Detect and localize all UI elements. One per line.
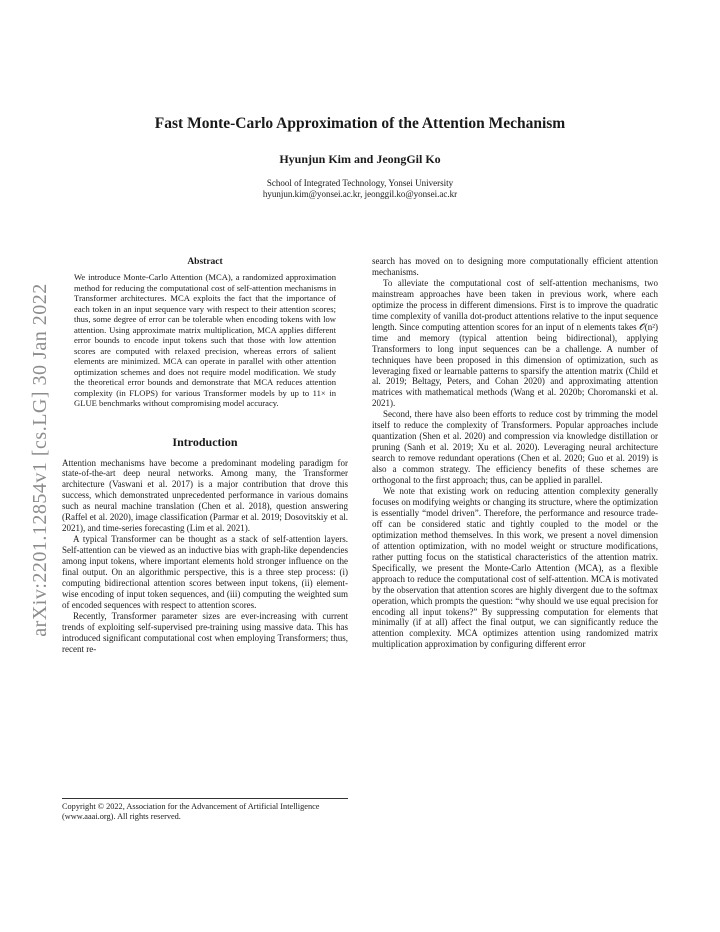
copyright-footnote: Copyright © 2022, Association for the Advancement of Artificial Intelligence (www.aaai.org). All rights reserved. bbox=[62, 798, 348, 822]
intro-paragraph: A typical Transformer can be thought as a stack of self-attention layers. Self-attention can be viewed as an inductive bias with graph-like dependencies among input tokens, where important elements hold stronger influence on the final output. On an algorithmic perspective, this is a three step process: (i) computing bidirectional attention scores between input tokens, (ii) element-wise encoding of input token sequences, and (iii) computing the weighted sum of encoded sequences with respect to attention scores. bbox=[62, 534, 348, 610]
introduction-heading: Introduction bbox=[172, 434, 238, 449]
arxiv-identifier-stamp: arXiv:2201.12854v1 [cs.LG] 30 Jan 2022 bbox=[29, 283, 51, 637]
affiliation: School of Integrated Technology, Yonsei University bbox=[266, 178, 454, 188]
intro-paragraph: To alleviate the computational cost of self-attention mechanisms, two mainstream approaches have been taken in previous work, where each optimize the process in different dimensions. First is to improve the quadratic time complexity of vanilla dot-product attentions relative to the input sequence length. Since computing attention scores for an input of n elements takes 𝒪(n²) time and memory (typical attention being bidirectional), applying Transformers to long input sequences can be a challenge. A number of techniques have been proposed in this dimension of optimization, such as leveraging fixed or learnable patterns to sparsify the attention matrix (Child et al. 2019; Beltagy, Peters, and Cohan 2020) and approximating attention matrices with mathematical methods (Wang et al. 2020b; Choromanski et al. 2021). bbox=[372, 277, 658, 409]
abstract-heading: Abstract bbox=[187, 257, 223, 267]
intro-paragraph: Attention mechanisms have become a predominant modeling paradigm for state-of-the-art deep neural networks. Among many, the Transformer architecture (Vaswani et al. 2017) is a major contribution that drove this success, which demonstrated unprecedented performance in various domains such as neural machine translation (Chen et al. 2018), question answering (Raffel et al. 2020), image classification (Parmar et al. 2019; Dosovitskiy et al. 2021), and time-series forecasting (Lim et al. 2021). bbox=[62, 457, 348, 534]
right-column bbox=[372, 256, 658, 650]
abstract-text: We introduce Monte-Carlo Attention (MCA), a randomized approximation method for reducing the computational cost of self-attention mechanisms in Transformer architectures. MCA exploits the fact that the importance of each token in an input sequence vary with respect to their attention scores; thus, some degree of error can be tolerable when encoding tokens with low attention. Using approximate matrix multiplication, MCA applies different error bounds to encode input tokens such that those with low attention scores are computed with relaxed precision, whereas errors of salient elements are minimized. MCA can operate in parallel with other attention optimization schemes and does not require model modification. We study the theoretical error bounds and demonstrate that MCA reduces attention complexity (in FLOPS) for various Transformer models by up to 11× in GLUE benchmarks without compromising model accuracy. bbox=[74, 272, 336, 408]
intro-paragraph: Recently, Transformer parameter sizes are ever-increasing with current trends of exploiting self-supervised pre-training using massive data. This has introduced significant computational cost when employing Transformers; thus, recent re- bbox=[62, 610, 348, 654]
intro-paragraph: We note that existing work on reducing attention complexity generally focuses on modifying weights or changing its structure, where the optimization is essentially “model driven”. Therefore, the performance and resource trade-off can be considered static and tightly coupled to the model or the optimization method themselves. In this work, we present a novel dimension of attention optimization, with no model weight or structure modifications, rather putting focus on the statistical characteristics of the attention matrix. Specifically, we present the Monte-Carlo Attention (MCA), as a flexible approach to reduce the computational cost of self-attention. MCA is motivated by the observation that attention scores are highly divergent due to the softmax operation, which prompts the question: “why should we use equal precision for encoding all input tokens?” By suppressing computation for elements that minimally (if at all) affect the final output, we can significantly reduce the attention complexity. MCA optimizes attention using randomized matrix multiplication approximation by configuring different error bbox=[372, 486, 658, 650]
author-affiliation-block bbox=[0, 178, 720, 200]
paper-title: Fast Monte-Carlo Approximation of the Attention Mechanism bbox=[154, 115, 566, 132]
left-column bbox=[62, 256, 348, 655]
intro-paragraph: Second, there have also been efforts to reduce cost by trimming the model itself to reduce the complexity of Transformers. Popular approaches include quantization (Shen et al. 2020) and compression via knowledge distillation or pruning (Sanh et al. 2019; Xu et al. 2020). Leveraging neural architecture search to remove redundant operations (Chen et al. 2020; Guo et al. 2019) is also a common strategy. The efficiency benefits of these schemes are orthogonal to the first approach; thus, can be applied in parallel. bbox=[372, 409, 658, 486]
author-emails: hyunjun.kim@yonsei.ac.kr, jeonggil.ko@yonsei.ac.kr bbox=[262, 189, 458, 199]
intro-paragraph: search has moved on to designing more computationally efficient attention mechanisms. bbox=[372, 256, 658, 277]
paper-authors: Hyunjun Kim and JeongGil Ko bbox=[279, 152, 441, 166]
